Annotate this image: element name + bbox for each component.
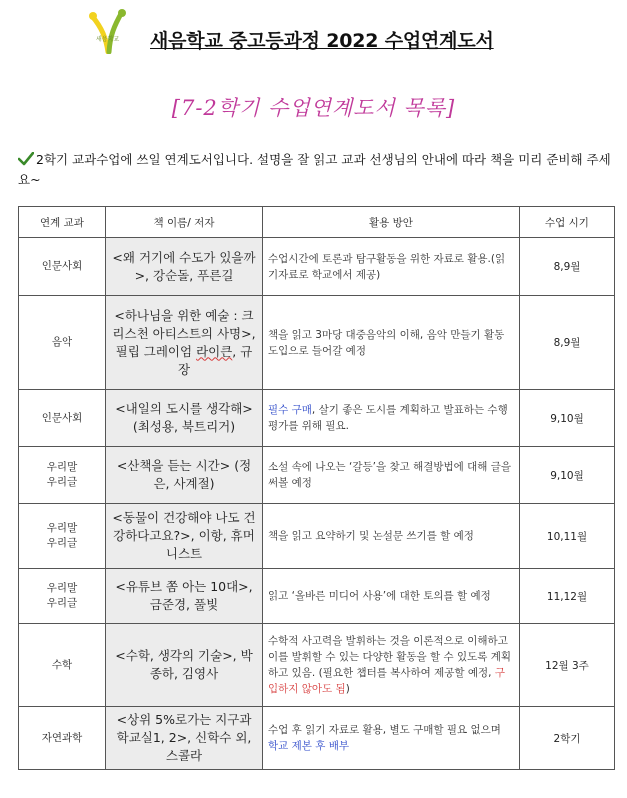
subject-cell: 우리말 우리글 <box>19 504 106 569</box>
time-cell: 8,9월 <box>520 238 615 296</box>
activity-cell: 책을 읽고 3마당 대중음악의 이해, 음악 만들기 활동 도입으로 들어갈 예정 <box>263 296 520 390</box>
list-subtitle: [7-2학기 수업연계도서 목록] <box>171 96 456 120</box>
book-cell: <수학, 생각의 기술>, 박종하, 김영사 <box>106 624 263 707</box>
activity-cell <box>263 390 520 447</box>
notice-text: 2학기 교과수업에 쓰일 연계도서입니다. 설명을 잘 읽고 교과 선생님의 안내에 따라 책을 미리 준비해 주세요~ <box>18 152 611 187</box>
time-cell: 9,10월 <box>520 390 615 447</box>
book-cell: <내일의 도시를 생각해> (최성용, 북트리거) <box>106 390 263 447</box>
time-cell: 8,9월 <box>520 296 615 390</box>
activity-cell <box>263 624 520 707</box>
table-row <box>19 707 615 770</box>
subject-cell: 음악 <box>19 296 106 390</box>
table-row <box>19 504 615 569</box>
logo-text: 새음학교 <box>96 36 120 43</box>
required-purchase-text: 필수 구매 <box>268 404 312 416</box>
subject-cell: 자연과학 <box>19 707 106 770</box>
page-title: 새음학교 중고등과정 2022 수업연계도서 <box>150 30 494 52</box>
book-cell: <산책을 듣는 시간> (정은, 사계절) <box>106 447 263 504</box>
no-purchase-text: 구입하지 않아도 됨 <box>268 667 506 695</box>
school-binding-text: 학교 제본 후 배부 <box>268 740 350 752</box>
table-row <box>19 569 615 624</box>
header-book: 책 이름/ 저자 <box>106 207 263 238</box>
activity-text: 수업 후 읽기 자료로 활용, 별도 구매할 필요 없으며 <box>268 724 501 736</box>
book-cell: <왜 거기에 수도가 있을까>, 강순돌, 푸른길 <box>106 238 263 296</box>
header-subject: 연계 교과 <box>19 207 106 238</box>
subject-cell: 인문사회 <box>19 390 106 447</box>
activity-cell: 책을 읽고 요약하기 및 논설문 쓰기를 할 예정 <box>263 504 520 569</box>
table-row <box>19 447 615 504</box>
book-cell <box>106 296 263 390</box>
time-cell: 2학기 <box>520 707 615 770</box>
reading-list-table <box>18 206 615 770</box>
document-header <box>0 0 627 70</box>
header-activity: 활용 방안 <box>263 207 520 238</box>
notice <box>18 150 616 190</box>
subject-cell: 인문사회 <box>19 238 106 296</box>
activity-text-end: ) <box>345 683 350 695</box>
book-title: <하나님을 위한 예술 : 크리스천 아티스트의 사명>, 필립 그레이엄 <box>112 307 256 359</box>
table-row <box>19 238 615 296</box>
book-cell: <동물이 건강해야 나도 건강하다고요?>, 이항, 휴머니스트 <box>106 504 263 569</box>
activity-cell <box>263 707 520 770</box>
subject-cell: 수학 <box>19 624 106 707</box>
book-cell: <유튜브 쫌 아는 10대>, 금준경, 풀빛 <box>106 569 263 624</box>
book-cell: <상위 5%로가는 지구과학교실1, 2>, 신학수 외, 스콜라 <box>106 707 263 770</box>
table-row <box>19 296 615 390</box>
time-cell: 12월 3주 <box>520 624 615 707</box>
subject-cell: 우리말 우리글 <box>19 447 106 504</box>
activity-text: , 살기 좋은 도시를 계획하고 발표하는 수행평가를 위해 필요. <box>268 404 508 432</box>
time-cell: 11,12월 <box>520 569 615 624</box>
subject-cell: 우리말 우리글 <box>19 569 106 624</box>
table-row <box>19 390 615 447</box>
activity-cell: 소설 속에 나오는 ‘갈등’을 찾고 해결방법에 대해 글을 써볼 예정 <box>263 447 520 504</box>
table-row <box>19 624 615 707</box>
checkmark-icon <box>18 152 34 166</box>
time-cell: 9,10월 <box>520 447 615 504</box>
book-author-underlined: 라이큰 <box>196 343 233 359</box>
activity-cell: 수업시간에 토론과 탐구활동을 위한 자료로 활용.(읽기자료로 학교에서 제공) <box>263 238 520 296</box>
school-sprout-logo <box>86 8 132 54</box>
table-header-row <box>19 207 615 238</box>
book-publisher: , 규장 <box>177 343 253 377</box>
time-cell: 10,11월 <box>520 504 615 569</box>
activity-cell: 읽고 ‘올바른 미디어 사용’에 대한 토의를 할 예정 <box>263 569 520 624</box>
header-time: 수업 시기 <box>520 207 615 238</box>
activity-text: 수학적 사고력을 발휘하는 것을 이론적으로 이해하고 이를 발휘할 수 있는 다양한 활동을 할 수 있도록 계획하고 있음. (필요한 챕터를 복사하여 제공할 예정, <box>268 635 512 679</box>
